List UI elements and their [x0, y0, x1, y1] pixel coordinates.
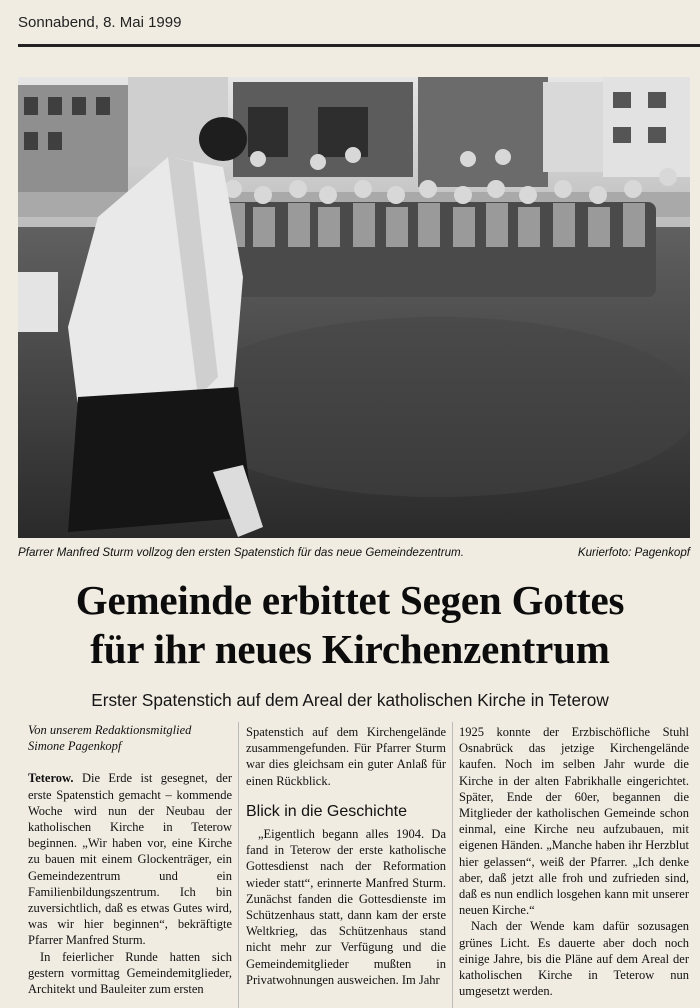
paragraph-3: „Eigentlich begann alles 1904. Da fand in Teterow der erste katholische Gottesdienst nach der Reformation wieder statt“, erinnerte Manfred Sturm. Zunächst fanden die Gottesdienste im Schützenhaus statt, dann kam der erste Weltkrieg, das Schützenhaus stand nicht mehr zur Verfügung und die Gemeindemitglieder mußten in Privatwohnungen ausweichen. Im Jahr — [246, 827, 446, 987]
headline — [0, 576, 700, 674]
dateline-place: Teterow. — [28, 771, 74, 786]
article-column-1 — [28, 722, 232, 997]
byline-author: Simone Pagenkopf — [28, 739, 122, 754]
paragraph-2: In feierlicher Runde hatten sich gestern vormittag Gemeindemitglieder, Architekt und Bauleiter zum ersten — [28, 949, 232, 997]
news-photo — [18, 77, 690, 538]
paragraph-1 — [28, 770, 232, 948]
photo-credit: Kurierfoto: Pagenkopf — [577, 546, 690, 559]
page-dateline: Sonnabend, 8. Mai 1999 — [18, 14, 182, 31]
headline-line-2: für ihr neues Kirchenzentrum — [90, 626, 610, 672]
column-divider — [238, 722, 239, 1008]
paragraph-3-continued: 1925 konnte der Erzbischöfliche Stuhl Osnabrück das jetzige Kirchengelände kaufen. Noch im selben Jahr wurde die Kirche in der alten Fabrikhalle eingerichtet. Später, Ende der 60er, begannen die Mitglieder der katholischen Gemeinde schon einmal, eine Kirche neu aufzubauen, mit eigenen Händen. „Manche haben ihr Herzblut hier gelassen“, weiß der Pfarrer. „Ich denke aber, daß jetzt alle froh und zufrieden sind, daß es nun endlich losgehen kann mit unserer neuen Kirche.“ — [459, 725, 689, 918]
paragraph-4: Nach der Wende kam dafür sozusagen grünes Licht. Es dauerte aber doch noch einige Jahre, bis die Pläne auf dem Areal der katholischen Kirche in Teterow nun umgesetzt werden. — [459, 919, 689, 999]
photo-caption — [18, 546, 690, 559]
section-heading: Blick in die Geschichte — [246, 802, 407, 820]
byline-line-1: Von unserem Redaktionsmitglied — [28, 723, 192, 737]
subheadline: Erster Spatenstich auf dem Areal der katholischen Kirche in Teterow — [91, 690, 609, 710]
column-divider — [452, 722, 453, 1008]
caption-text: Pfarrer Manfred Sturm vollzog den ersten Spatenstich für das neue Gemeindezentrum. — [18, 546, 464, 559]
paragraph-1-text: Die Erde ist gesegnet, der erste Spatenstich gemacht – kommende Woche wird nun der Neubau der katholischen Kirche in Teterow beginnen. „Wir haben vor, eine Kirche zu bauen mit einem Glockenträger, ein Gemeindezentrum und ein Familienbildungszentrum. Ich bin zuversichtlich, daß es etwas Gutes wird, was wir hier beginnen“, bekräftigte Pfarrer Manfred Sturm. — [28, 771, 232, 948]
paragraph-2-continued: Spatenstich auf dem Kirchengelände zusammengefunden. Für Pfarrer Sturm war dies gleichsam ein guter Anlaß für einen Rückblick. — [246, 725, 446, 788]
header-rule — [18, 44, 700, 47]
article-column-2 — [246, 724, 446, 988]
article-column-3 — [459, 724, 689, 999]
byline — [28, 722, 232, 754]
headline-line-1: Gemeinde erbittet Segen Gottes — [75, 577, 625, 623]
